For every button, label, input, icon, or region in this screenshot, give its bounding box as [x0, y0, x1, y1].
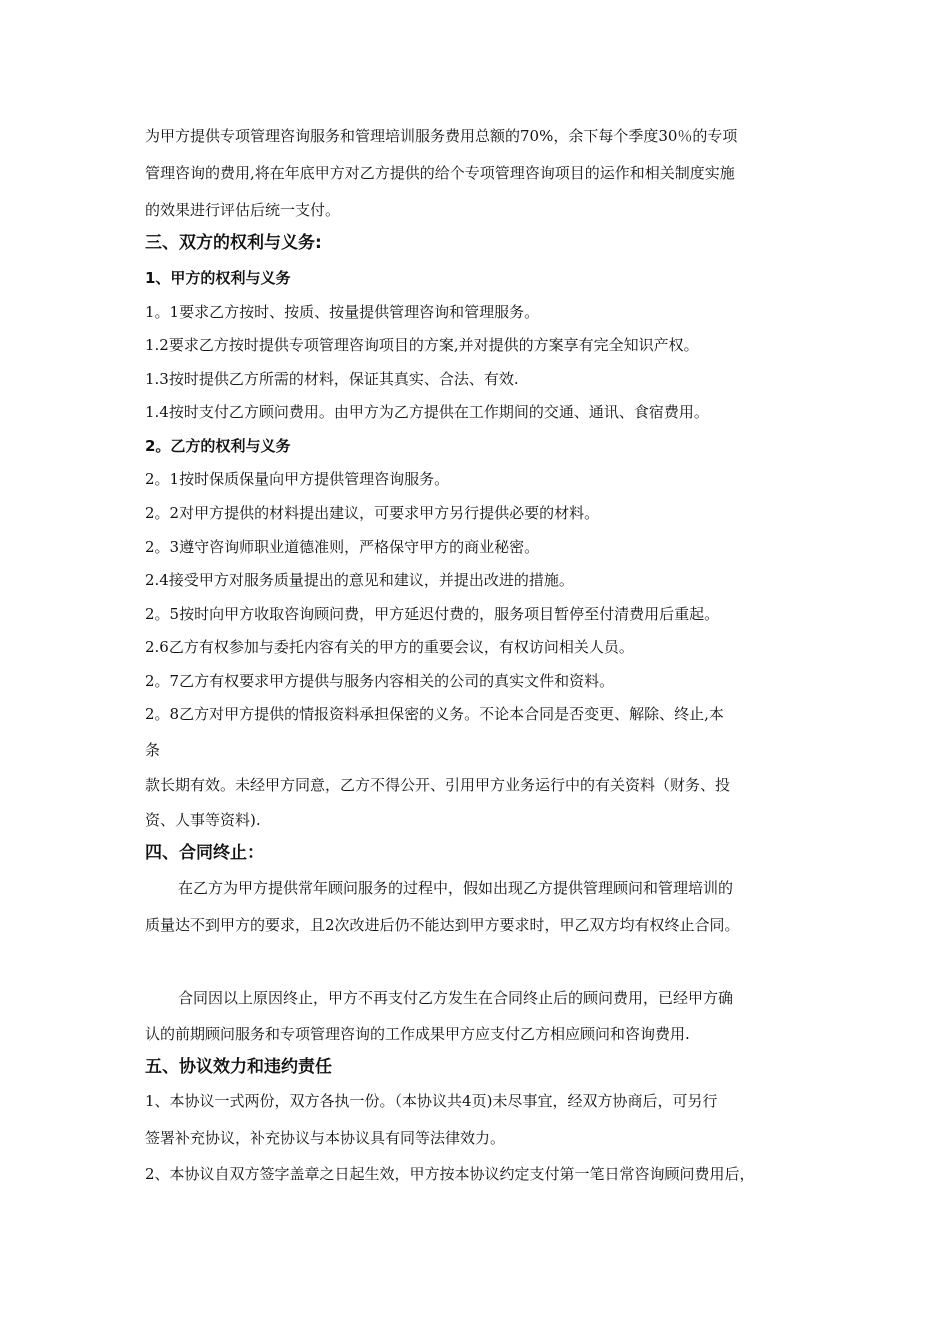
section-heading-4: 四、合同终止： — [145, 843, 264, 863]
clause-line: 资、人事等资料). — [145, 811, 261, 829]
clause-line: 2。5按时向甲方收取咨询顾问费，甲方延迟付费的，服务项目暂停至付清费用后重起。 — [145, 605, 720, 623]
subsection-heading: 2。乙方的权利与义务 — [145, 437, 291, 455]
clause-line: 1.3按时提供乙方所需的材料，保证其真实、合法、有效. — [145, 370, 519, 388]
section-heading-3: 三、双方的权利与义务: — [145, 233, 322, 253]
paragraph-line: 在乙方为甲方提供常年顾问服务的过程中，假如出现乙方提供管理顾问和管理培训的 — [178, 879, 734, 897]
paragraph-line: 质量达不到甲方的要求，且2次改进后仍不能达到甲方要求时，甲乙双方均有权终止合同。 — [145, 916, 740, 934]
paragraph-line: 为甲方提供专项管理咨询服务和管理培训服务费用总额的70%，余下每个季度30％的专项 — [145, 127, 738, 145]
subsection-heading: 1、甲方的权利与义务 — [145, 269, 291, 287]
clause-line: 2。7乙方有权要求甲方提供与服务内容相关的公司的真实文件和资料。 — [145, 672, 615, 690]
paragraph-line: 2、本协议自双方签字盖章之日起生效，甲方按本协议约定支付第一笔日常咨询顾问费用后， — [145, 1165, 755, 1183]
clause-line: 2.6乙方有权参加与委托内容有关的甲方的重要会议，有权访问相关人员。 — [145, 638, 634, 656]
paragraph-line: 管理咨询的费用,将在年底甲方对乙方提供的给个专项管理咨询项目的运作和相关制度实施 — [145, 164, 735, 182]
paragraph-line: 签署补充协议，补充协议与本协议具有同等法律效力。 — [145, 1129, 506, 1147]
clause-line: 2。1按时保质保量向甲方提供管理咨询服务。 — [145, 470, 450, 488]
paragraph-line: 的效果进行评估后统一支付。 — [145, 201, 341, 219]
clause-line: 1.2要求乙方按时提供专项管理咨询项目的方案,并对提供的方案享有完全知识产权。 — [145, 336, 699, 354]
clause-line: 2。3遵守咨询师职业道德准则，严格保守甲方的商业秘密。 — [145, 538, 540, 556]
paragraph-line: 合同因以上原因终止，甲方不再支付乙方发生在合同终止后的顾问费用，已经甲方确 — [178, 989, 734, 1007]
clause-line: 1。1要求乙方按时、按质、按量提供管理咨询和管理服务。 — [145, 303, 540, 321]
clause-line: 1.4按时支付乙方顾问费用。由甲方为乙方提供在工作期间的交通、通讯、食宿费用。 — [145, 403, 709, 421]
paragraph-line: 认的前期顾问服务和专项管理咨询的工作成果甲方应支付乙方相应顾问和咨询费用. — [145, 1025, 690, 1043]
clause-line: 2.4接受甲方对服务质量提出的意见和建议，并提出改进的措施。 — [145, 571, 574, 589]
section-heading-5: 五、协议效力和违约责任 — [145, 1057, 332, 1077]
clause-line: 2。2对甲方提供的材料提出建议，可要求甲方另行提供必要的材料。 — [145, 504, 600, 522]
clause-line: 条 — [145, 741, 161, 759]
clause-line: 款长期有效。未经甲方同意，乙方不得公开、引用甲方业务运行中的有关资料（财务、投 — [145, 776, 731, 794]
paragraph-line: 1、本协议一式两份，双方各执一份。（本协议共4页)未尽事宜，经双方协商后，可另行 — [145, 1092, 718, 1110]
clause-line: 2。8乙方对甲方提供的情报资料承担保密的义务。不论本合同是否变更、解除、终止,本 — [145, 705, 724, 723]
